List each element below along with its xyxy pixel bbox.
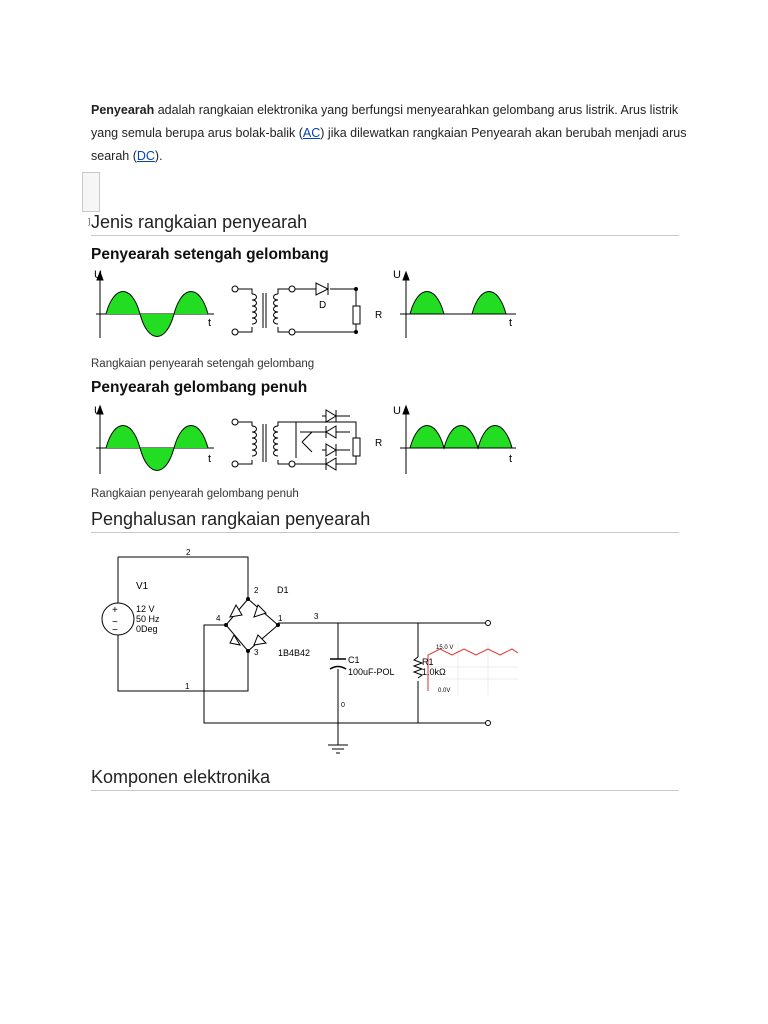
heading-components: Komponen elektronika	[91, 767, 679, 791]
node-label-3b: 3	[254, 648, 259, 657]
u-axis-label-full: U	[94, 405, 102, 417]
intro-term: Penyearah	[91, 103, 155, 117]
bridge-name: D1	[277, 585, 289, 595]
t-axis-label-full-out: t	[509, 453, 513, 465]
capacitor-name: C1	[348, 655, 360, 665]
capacitor-value: 100uF-POL	[348, 667, 395, 677]
node-label-0: 0	[341, 702, 345, 709]
image-placeholder	[82, 172, 100, 212]
input-wave-graph-full	[96, 406, 214, 474]
scope-max: 15.0 V	[436, 645, 454, 651]
diode-label: D	[319, 300, 327, 311]
source-voltage: 12 V	[136, 604, 155, 614]
u-axis-label: U	[94, 269, 102, 281]
resistor-label-full: R	[375, 438, 383, 449]
scope-min: 0.0V	[438, 688, 451, 694]
heading-full-wave: Penyearah gelombang penuh	[91, 379, 308, 396]
t-axis-label-out: t	[509, 317, 513, 329]
node-label-4: 4	[216, 614, 221, 623]
bridge-part: 1B4B42	[278, 648, 311, 658]
resistor-label: R	[375, 310, 383, 321]
source-tilde: ~	[112, 617, 118, 628]
t-axis-label: t	[208, 317, 212, 329]
bridge-circuit	[232, 410, 360, 470]
resistor-zigzag	[414, 657, 422, 678]
node-label-3: 3	[314, 612, 319, 621]
source-plus: +	[112, 605, 118, 616]
edit-mark: ]	[88, 217, 91, 226]
source-phase: 0Deg	[136, 624, 158, 634]
input-wave-graph	[96, 272, 214, 338]
half-wave-diagram	[88, 266, 528, 346]
node-label-1: 1	[185, 682, 190, 691]
ac-source	[102, 603, 134, 635]
intro-text-1: adalah rangkaian elektronika yang berfungsi menyearahkan gelombang arus listrik. Arus listrik yang semula berupa arus bolak-balik (	[91, 103, 679, 140]
resistor-name: R1	[422, 657, 434, 667]
node-label-2b: 2	[254, 586, 259, 595]
intro-text-2: ) jika dilewatkan rangkaian Penyearah akan berubah menjadi arus searah (	[91, 126, 687, 163]
dc-link[interactable]: DC	[136, 149, 155, 163]
node-label-2: 2	[186, 548, 191, 557]
u-axis-label-out: U	[393, 269, 401, 281]
smoothing-circuit-diagram	[90, 545, 530, 755]
intro-text-3: ).	[154, 149, 163, 163]
source-name: V1	[136, 581, 149, 592]
resistor-value: 1.0kΩ	[422, 667, 446, 677]
capacitor	[330, 659, 346, 669]
source-minus: −	[112, 625, 118, 636]
transformer-circuit	[232, 283, 360, 335]
intro-paragraph	[91, 99, 691, 168]
heading-half-wave: Penyearah setengah gelombang	[91, 246, 329, 263]
ac-link[interactable]: AC	[302, 126, 321, 140]
bridge-rectifier	[225, 598, 280, 653]
full-wave-diagram	[88, 402, 528, 482]
t-axis-label-full: t	[208, 453, 212, 465]
output-wave-graph	[400, 272, 516, 338]
heading-jenis: Jenis rangkaian penyearah	[91, 212, 679, 236]
heading-smoothing: Penghalusan rangkaian penyearah	[91, 509, 679, 533]
source-frequency: 50 Hz	[136, 614, 160, 624]
node-label-1b: 1	[278, 614, 283, 623]
u-axis-label-full-out: U	[393, 405, 401, 417]
output-wave-graph-full	[400, 406, 516, 474]
caption-half-wave: Rangkaian penyearah setengah gelombang	[91, 358, 315, 370]
caption-full-wave: Rangkaian penyearah gelombang penuh	[91, 488, 299, 500]
